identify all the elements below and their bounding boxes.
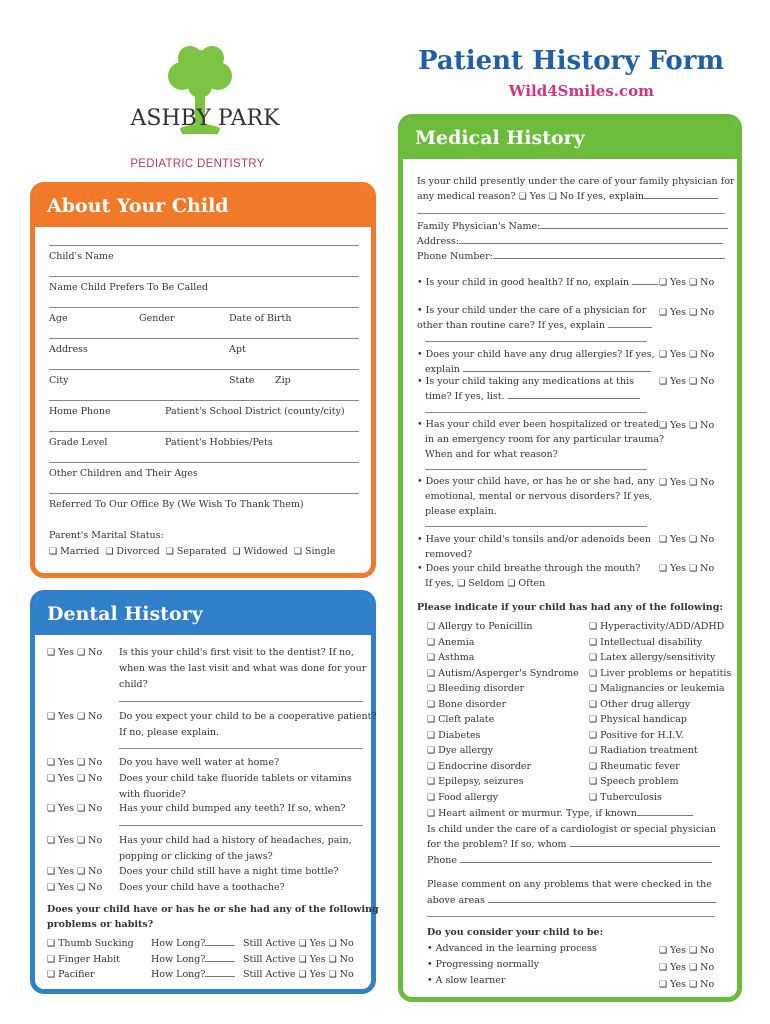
condition-checkbox[interactable]: ❏ Allergy to Penicillin xyxy=(427,619,533,635)
condition-checkbox[interactable]: ❏ Rheumatic fever xyxy=(589,759,680,775)
other-children-label: Other Children and Their Ages xyxy=(49,468,198,479)
under-care-q-b[interactable]: other than routine care? If yes, explain xyxy=(417,318,652,333)
under-care-line[interactable] xyxy=(425,341,647,342)
marital-options xyxy=(49,544,335,560)
married-label: Married xyxy=(60,546,100,557)
condition-checkbox[interactable]: ❏ Dye allergy xyxy=(427,743,493,759)
cardiologist-phone[interactable]: Phone xyxy=(427,853,712,868)
q7-text: Does your child still have a night time bottle? xyxy=(119,866,339,877)
hospital-q-b: in an emergency room for any particular trauma? xyxy=(425,434,665,445)
condition-checkbox[interactable]: ❏ Radiation treatment xyxy=(589,743,698,759)
childs-name-label: Child's Name xyxy=(49,251,114,262)
married-checkbox[interactable] xyxy=(49,546,99,557)
allergies-yes-no[interactable]: ❏ Yes ❏ No xyxy=(659,347,714,363)
q5-text: Has your child bumped any teeth? If so, when? xyxy=(119,803,346,814)
gender-label: Gender xyxy=(139,313,175,324)
emotional-line[interactable] xyxy=(425,526,647,527)
learning-slow: • A slow learner xyxy=(427,975,506,986)
address-line[interactable] xyxy=(49,338,359,339)
tonsils-q: • Have your child's tonsils and/or adenoids been xyxy=(417,534,651,545)
separated-label: Separated xyxy=(176,546,227,557)
other-children-line[interactable] xyxy=(49,462,359,463)
q1-answer-line[interactable] xyxy=(119,701,363,702)
q6-text: Has your child had a history of headaches, pain, xyxy=(119,835,352,846)
city-label: City xyxy=(49,375,69,386)
q1-text: Is this your child's first visit to the dentist? If no, xyxy=(119,647,354,658)
habit-pacifier-active[interactable]: Still Active ❏ Yes ❏ No xyxy=(243,967,354,983)
cardiologist-q-b[interactable]: for the problem? If so, whom xyxy=(427,837,720,852)
dob-label: Date of Birth xyxy=(229,313,292,324)
condition-checkbox[interactable]: ❏ Latex allergy/sensitivity xyxy=(589,650,715,666)
condition-checkbox[interactable]: ❏ Physical handicap xyxy=(589,712,687,728)
condition-checkbox[interactable]: ❏ Cleft palate xyxy=(427,712,494,728)
single-checkbox[interactable] xyxy=(294,546,336,557)
phone-field[interactable]: Phone Number: xyxy=(417,249,725,264)
learning-advanced-yes-no[interactable]: ❏ Yes ❏ No xyxy=(659,943,714,959)
habit-thumb-howlong[interactable]: How Long? xyxy=(151,936,235,951)
heart-condition[interactable]: ❏ Heart ailment or murmur. Type, if known xyxy=(427,806,693,822)
condition-checkbox[interactable]: ❏ Liver problems or hepatitis xyxy=(589,666,731,682)
condition-checkbox[interactable]: ❏ Anemia xyxy=(427,635,474,651)
breathe-frequency[interactable]: If yes, ❏ Seldom ❏ Often xyxy=(425,576,545,592)
condition-checkbox[interactable]: ❏ Diabetes xyxy=(427,728,480,744)
q2-text: Do you expect your child to be a cooperative patient? xyxy=(119,711,377,722)
divorced-checkbox[interactable] xyxy=(105,546,159,557)
q4-yes-no[interactable]: ❏ Yes ❏ No xyxy=(47,771,102,787)
about-your-child-panel xyxy=(30,182,376,578)
q1-text-c: child? xyxy=(119,679,148,690)
learning-advanced: • Advanced in the learning process xyxy=(427,943,597,954)
preferred-name-label: Name Child Prefers To Be Called xyxy=(49,282,208,293)
allergies-q-b[interactable]: explain xyxy=(425,362,651,377)
marital-status-label: Parent's Marital Status: xyxy=(49,530,164,541)
family-physician-field[interactable]: Family Physician's Name: xyxy=(417,219,728,234)
habits-question-b: problems or habits? xyxy=(47,919,154,930)
tonsils-q-b: removed? xyxy=(425,549,473,560)
q4-text: Does your child take fluoride tablets or vitamins xyxy=(119,773,352,784)
hospital-q: • Has your child ever been hospitalized or treated xyxy=(417,419,660,430)
q8-text: Does your child have a toothache? xyxy=(119,882,285,893)
q5-yes-no[interactable]: ❏ Yes ❏ No xyxy=(47,801,102,817)
tonsils-yes-no[interactable]: ❏ Yes ❏ No xyxy=(659,532,714,548)
comment-line[interactable] xyxy=(427,916,715,917)
zip-label: Zip xyxy=(275,375,291,386)
city-line[interactable] xyxy=(49,369,359,370)
q2-text-b: If no, please explain. xyxy=(119,727,220,738)
widowed-label: Widowed xyxy=(243,546,288,557)
dental-heading: Dental History xyxy=(35,595,371,635)
physician-q: Is your child presently under the care of your family physician for xyxy=(417,176,735,187)
form-title: Patient History Form xyxy=(418,46,724,76)
emotional-q-c: please explain. xyxy=(425,506,497,517)
condition-checkbox[interactable]: ❏ Endocrine disorder xyxy=(427,759,531,775)
under-care-q: • Is your child under the care of a physician for xyxy=(417,305,647,316)
address-field[interactable]: Address: xyxy=(417,234,723,249)
medical-history-panel xyxy=(398,114,742,1002)
apt-label: Apt xyxy=(229,344,246,355)
hospital-line[interactable] xyxy=(425,469,647,470)
medical-heading: Medical History xyxy=(403,119,737,159)
habit-finger-howlong[interactable]: How Long? xyxy=(151,952,235,967)
emotional-q: • Does your child have, or has he or she had, any xyxy=(417,476,655,487)
q3-yes-no[interactable]: ❏ Yes ❏ No xyxy=(47,755,102,771)
hospital-q-c: When and for what reason? xyxy=(425,449,558,460)
comment-q-b[interactable]: above areas xyxy=(427,893,716,908)
comment-q: Please comment on any problems that were checked in the xyxy=(427,879,712,890)
preferred-name-line[interactable] xyxy=(49,276,359,277)
q8-yes-no[interactable]: ❏ Yes ❏ No xyxy=(47,880,102,896)
brand-name: ASHBY PARK xyxy=(130,106,280,131)
condition-checkbox[interactable]: ❏ Positive for H.I.V. xyxy=(589,728,684,744)
habit-pacifier-howlong[interactable]: How Long? xyxy=(151,967,235,982)
q4-text-b: with fluoride? xyxy=(119,789,186,800)
medications-q-b[interactable]: time? If yes, list. xyxy=(425,389,640,404)
learning-heading: Do you consider your child to be: xyxy=(427,927,604,938)
habit-finger-active[interactable]: Still Active ❏ Yes ❏ No xyxy=(243,952,354,968)
grade-level-line[interactable] xyxy=(49,431,359,432)
good-health-yes-no[interactable]: ❏ Yes ❏ No xyxy=(659,275,714,291)
state-label: State xyxy=(229,375,255,386)
brand-subtitle: PEDIATRIC DENTISTRY xyxy=(130,158,265,170)
good-health-q[interactable]: • Is your child in good health? If no, explain xyxy=(417,275,658,290)
habit-pacifier[interactable]: ❏ Pacifier xyxy=(47,967,95,983)
address-label: Address xyxy=(49,344,88,355)
separated-checkbox[interactable] xyxy=(166,546,227,557)
divorced-label: Divorced xyxy=(116,546,160,557)
habit-thumb[interactable]: ❏ Thumb Sucking xyxy=(47,936,134,952)
conditions-heading: Please indicate if your child has had any of the following: xyxy=(417,602,723,613)
emotional-q-b: emotional, mental or nervous disorders? If yes, xyxy=(425,491,653,502)
condition-checkbox[interactable]: ❏ Hyperactivity/ADD/ADHD xyxy=(589,619,724,635)
q3-text: Do you have well water at home? xyxy=(119,757,280,768)
medications-q: • Is your child taking any medications at this xyxy=(417,376,634,387)
home-phone-label: Home Phone xyxy=(49,406,111,417)
condition-checkbox[interactable]: ❏ Food allergy xyxy=(427,790,498,806)
referred-line[interactable] xyxy=(49,493,359,494)
website-text: Wild4Smiles.com xyxy=(508,82,654,100)
breathe-q: • Does your child breathe through the mouth? xyxy=(417,563,641,574)
dental-history-panel xyxy=(30,590,379,994)
condition-checkbox[interactable]: ❏ Bleeding disorder xyxy=(427,681,524,697)
q1-text-b: when was the last visit and what was done for your xyxy=(119,663,367,674)
condition-checkbox[interactable]: ❏ Intellectual disability xyxy=(589,635,702,651)
condition-checkbox[interactable]: ❏ Other drug allergy xyxy=(589,697,690,713)
cardiologist-q: Is child under the care of a cardiologist or special physician xyxy=(427,824,716,835)
habit-finger[interactable]: ❏ Finger Habit xyxy=(47,952,120,968)
q2-yes-no[interactable]: ❏ Yes ❏ No xyxy=(47,709,102,725)
condition-checkbox[interactable]: ❏ Epilepsy, seizures xyxy=(427,774,524,790)
q6-text-b: popping or clicking of the jaws? xyxy=(119,851,273,862)
childs-name-line[interactable] xyxy=(49,245,359,246)
q2-answer-line[interactable] xyxy=(119,748,363,749)
learning-normal: • Progressing normally xyxy=(427,959,540,970)
grade-level-label: Grade Level xyxy=(49,437,108,448)
physician-q-b[interactable]: any medical reason? ❏ Yes ❏ No If yes, explain xyxy=(417,189,718,205)
widowed-checkbox[interactable] xyxy=(233,546,288,557)
habit-thumb-active[interactable]: Still Active ❏ Yes ❏ No xyxy=(243,936,354,952)
breathe-yes-no[interactable]: ❏ Yes ❏ No xyxy=(659,561,714,577)
q1-yes-no[interactable]: ❏ Yes ❏ No xyxy=(47,645,102,661)
about-heading: About Your Child xyxy=(35,187,371,227)
condition-checkbox[interactable]: ❏ Autism/Asperger's Syndrome xyxy=(427,666,579,682)
hobbies-label: Patient's Hobbies/Pets xyxy=(165,437,273,448)
condition-checkbox[interactable]: ❏ Malignancies or leukemia xyxy=(589,681,725,697)
medications-line[interactable] xyxy=(425,412,647,413)
emotional-yes-no[interactable]: ❏ Yes ❏ No xyxy=(659,475,714,491)
condition-checkbox[interactable]: ❏ Speech problem xyxy=(589,774,678,790)
age-label: Age xyxy=(49,313,68,324)
school-district-label: Patient's School District (county/city) xyxy=(165,406,345,417)
single-label: Single xyxy=(305,546,336,557)
learning-slow-yes-no[interactable]: ❏ Yes ❏ No xyxy=(659,977,714,993)
condition-checkbox[interactable]: ❏ Bone disorder xyxy=(427,697,506,713)
age-gender-dob-line[interactable] xyxy=(49,307,359,308)
learning-normal-yes-no[interactable]: ❏ Yes ❏ No xyxy=(659,960,714,976)
habits-question: Does your child have or has he or she had any of the following xyxy=(47,904,379,915)
allergies-q: • Does your child have any drug allergies? If yes, xyxy=(417,349,655,360)
under-care-yes-no[interactable]: ❏ Yes ❏ No xyxy=(659,305,714,321)
q7-yes-no[interactable]: ❏ Yes ❏ No xyxy=(47,864,102,880)
condition-checkbox[interactable]: ❏ Asthma xyxy=(427,650,474,666)
medications-yes-no[interactable]: ❏ Yes ❏ No xyxy=(659,374,714,390)
q6-yes-no[interactable]: ❏ Yes ❏ No xyxy=(47,833,102,849)
q5-answer-line[interactable] xyxy=(119,825,363,826)
hospital-yes-no[interactable]: ❏ Yes ❏ No xyxy=(659,418,714,434)
referred-label: Referred To Our Office By (We Wish To Thank Them) xyxy=(49,499,304,510)
home-phone-line[interactable] xyxy=(49,400,359,401)
condition-checkbox[interactable]: ❏ Tuberculosis xyxy=(589,790,662,806)
physician-explain-line[interactable] xyxy=(417,213,725,214)
